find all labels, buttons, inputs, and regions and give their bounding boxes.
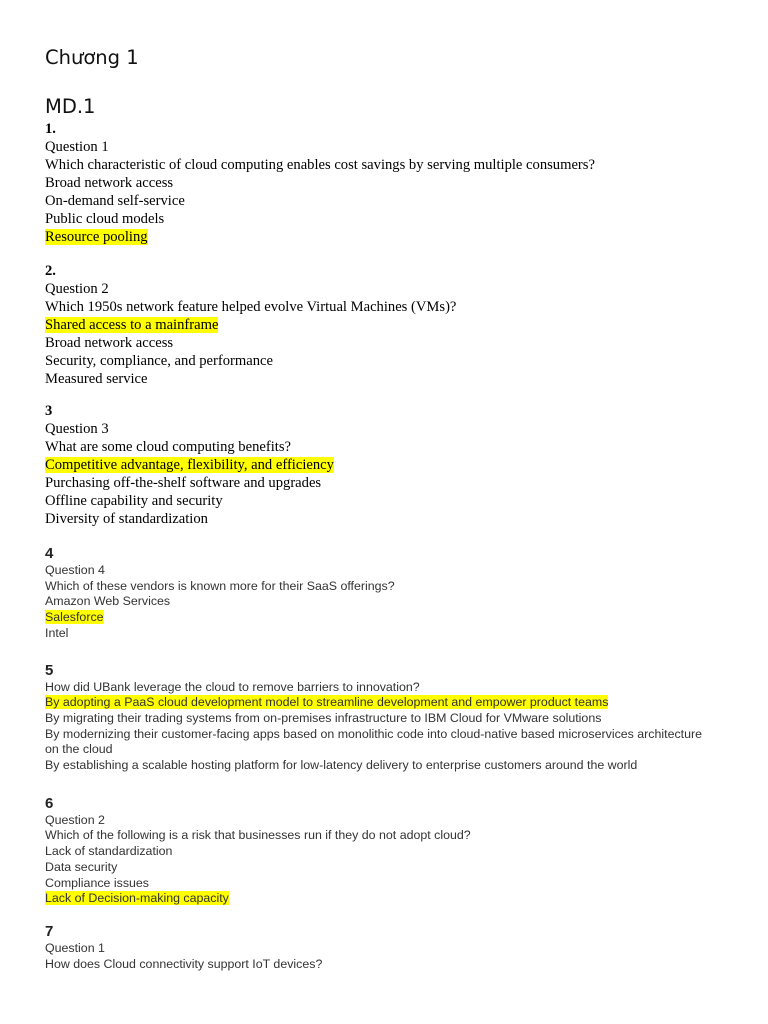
answer-option [45, 352, 705, 370]
answer-option [45, 844, 705, 860]
line-text: Broad network access [45, 335, 174, 351]
line-text: Diversity of standardization [45, 511, 208, 527]
correct-answer-option [45, 228, 705, 246]
question-text [45, 579, 705, 595]
question-label [45, 420, 705, 438]
line-text: Question 4 [45, 563, 105, 577]
question-text [45, 957, 705, 973]
question-text [45, 438, 705, 456]
highlighted-text: Competitive advantage, flexibility, and efficiency [45, 457, 334, 473]
question-number: 7 [45, 922, 54, 940]
answer-option [45, 210, 705, 228]
line-text: How did UBank leverage the cloud to remove barriers to innovation? [45, 679, 420, 694]
correct-answer-option [45, 316, 705, 334]
highlighted-text: Resource pooling [45, 229, 148, 245]
answer-option [45, 192, 705, 210]
line-text: By migrating their trading systems from on-premises infrastructure to IBM Cloud for VMware solutions [45, 710, 602, 725]
answer-option [45, 370, 705, 388]
question-block-7 [45, 923, 705, 972]
line-text: By modernizing their customer-facing apps based on monolithic code into cloud-native based microservices architecture on the cloud [45, 726, 703, 757]
question-number: 4 [45, 545, 54, 562]
line-text: Question 3 [45, 421, 109, 437]
answer-option [45, 174, 705, 192]
line-text: Intel [45, 625, 69, 640]
line-text: On-demand self-service [45, 193, 185, 209]
line-text: Compliance issues [45, 875, 149, 890]
line-text: Public cloud models [45, 211, 165, 227]
question-number: 6 [45, 794, 54, 812]
question-block-3 [45, 402, 705, 528]
line-text: Security, compliance, and performance [45, 353, 273, 369]
question-number: 5 [45, 661, 54, 679]
answer-option [45, 492, 705, 510]
line-text: Which of the following is a risk that businesses run if they do not adopt cloud? [45, 828, 471, 843]
line-text: Which characteristic of cloud computing enables cost savings by serving multiple consumers? [45, 157, 595, 173]
answer-option [45, 594, 705, 610]
correct-answer-option [45, 610, 705, 626]
question-block-4 [45, 545, 705, 642]
question-text [45, 298, 705, 316]
question-label [45, 813, 705, 829]
question-block-1 [45, 120, 705, 246]
line-text: Purchasing off-the-shelf software and upgrades [45, 475, 322, 491]
chapter-heading: Chương 1 [45, 46, 139, 69]
answer-option [45, 474, 705, 492]
module-heading: MD.1 [45, 95, 96, 118]
answer-option [45, 876, 705, 892]
line-text: Question 2 [45, 281, 109, 297]
question-text [45, 156, 705, 174]
question-label [45, 563, 705, 579]
line-text: Which of these vendors is known more for their SaaS offerings? [45, 578, 395, 593]
line-text: Question 1 [45, 940, 105, 955]
question-text [45, 828, 705, 844]
question-label [45, 280, 705, 298]
line-text: Measured service [45, 371, 148, 387]
answer-option [45, 626, 705, 642]
highlighted-text: By adopting a PaaS cloud development model to streamline development and empower product teams [45, 695, 609, 710]
correct-answer-option [45, 456, 705, 474]
highlighted-text: Lack of Decision-making capacity [45, 891, 229, 906]
highlighted-text: Shared access to a mainframe [45, 317, 219, 333]
line-text: Offline capability and security [45, 493, 223, 509]
line-text: Amazon Web Services [45, 594, 171, 609]
line-text: By establishing a scalable hosting platform for low-latency delivery to enterprise customers around the world [45, 758, 638, 773]
highlighted-text: Salesforce [45, 610, 104, 625]
line-text: Broad network access [45, 175, 174, 191]
question-text [45, 680, 705, 696]
question-block-2 [45, 262, 705, 388]
answer-option [45, 758, 705, 774]
line-text: Which 1950s network feature helped evolve Virtual Machines (VMs)? [45, 299, 457, 315]
line-text: How does Cloud connectivity support IoT devices? [45, 956, 323, 971]
answer-option [45, 711, 705, 727]
line-text: Data security [45, 859, 118, 874]
line-text: What are some cloud computing benefits? [45, 439, 291, 455]
question-label [45, 941, 705, 957]
question-list [45, 120, 705, 972]
question-number: 1. [45, 121, 56, 137]
question-number: 3 [45, 403, 53, 419]
question-block-6 [45, 795, 705, 907]
answer-option [45, 510, 705, 528]
question-block-5 [45, 662, 705, 774]
question-number: 2. [45, 263, 56, 279]
question-label [45, 138, 705, 156]
answer-option [45, 860, 705, 876]
line-text: Question 1 [45, 139, 109, 155]
answer-option [45, 727, 705, 758]
correct-answer-option [45, 891, 705, 907]
correct-answer-option [45, 695, 705, 711]
answer-option [45, 334, 705, 352]
line-text: Lack of standardization [45, 844, 173, 859]
line-text: Question 2 [45, 812, 105, 827]
